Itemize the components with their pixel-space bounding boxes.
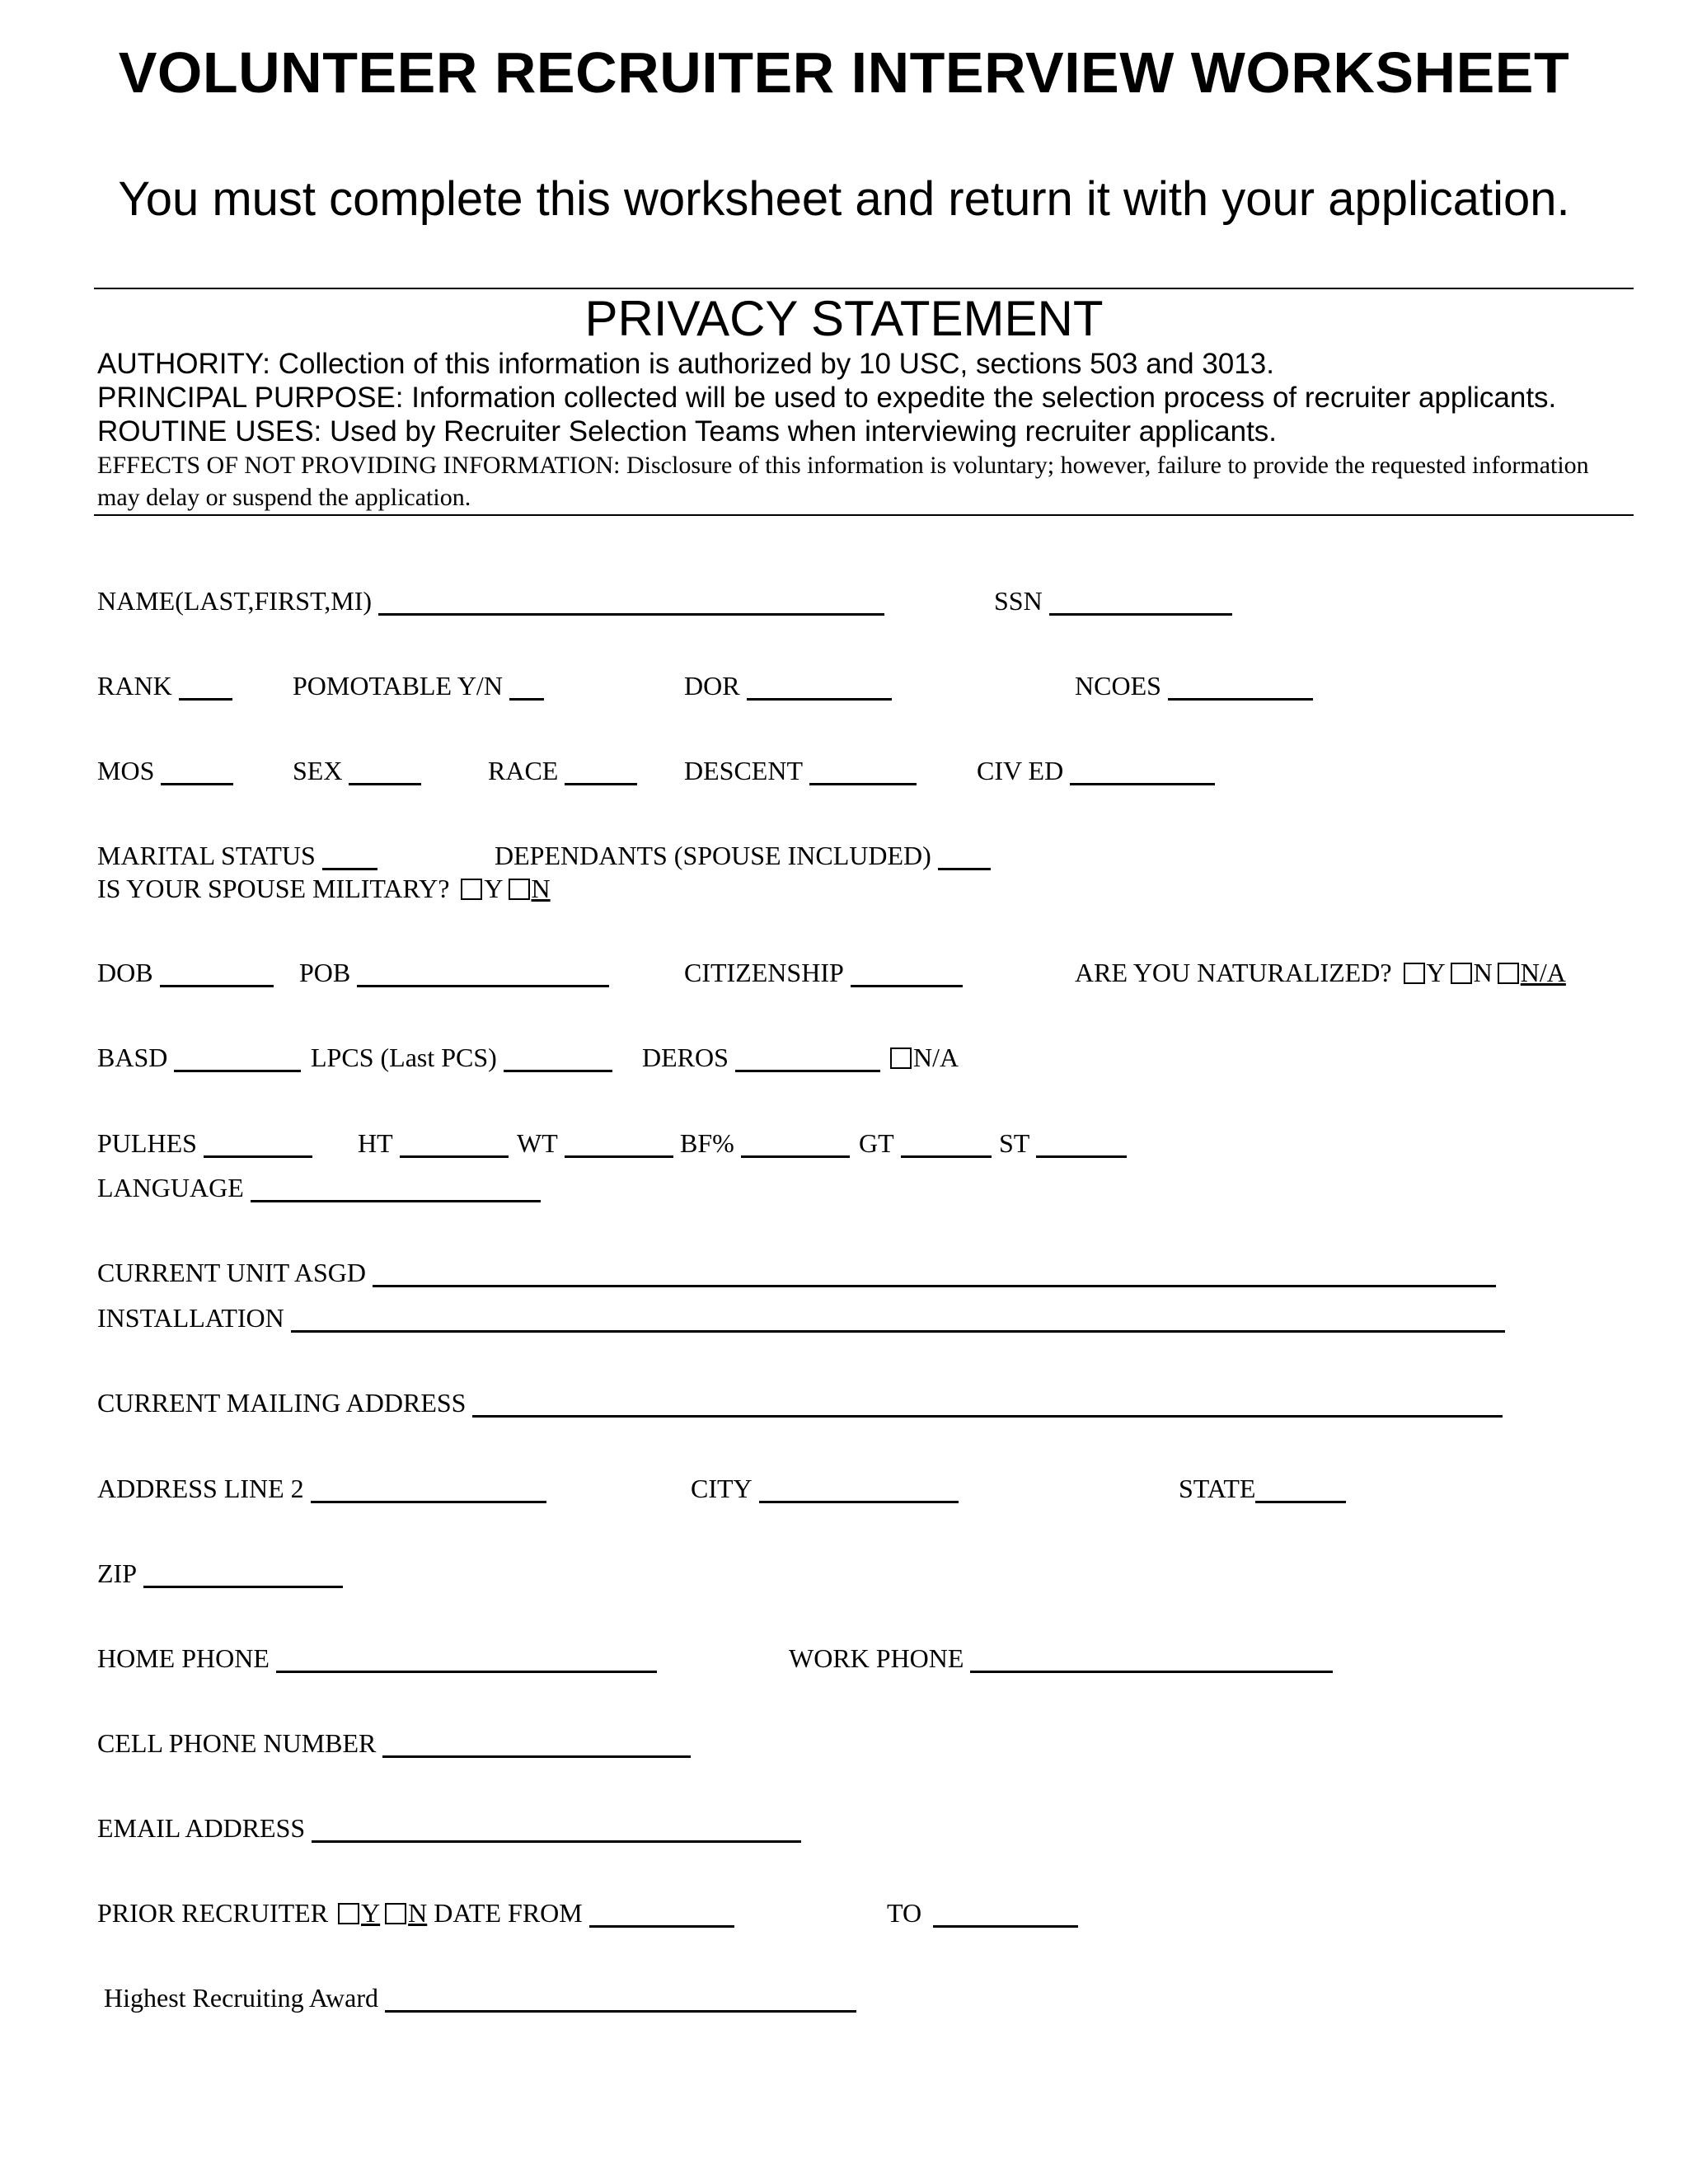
state-input[interactable] [1255,1476,1346,1503]
basd-input[interactable] [174,1045,301,1072]
gt-input[interactable] [901,1131,992,1158]
ht-input[interactable] [400,1131,509,1158]
ncoes-label: NCOES [1075,671,1161,701]
to-input[interactable] [933,1900,1078,1928]
field-dependants [495,841,991,870]
ssn-input[interactable] [1049,588,1232,616]
zip-label: ZIP [97,1558,137,1588]
prior-recruiter-no-label: N [408,1898,428,1928]
field-ssn [994,586,1232,616]
field-dor [684,671,892,701]
language-input[interactable] [251,1175,541,1202]
field-highest-award [104,1983,856,2013]
deros-input[interactable] [735,1045,880,1072]
marital-status-input[interactable] [322,843,377,870]
prior-recruiter-yes-label: Y [361,1898,381,1928]
privacy-top-rule [94,288,1634,289]
sex-input[interactable] [349,758,421,785]
field-name [97,586,884,616]
naturalized-label: ARE YOU NATURALIZED? [1075,958,1392,987]
field-cell-phone [97,1728,691,1758]
sex-label: SEX [293,756,343,785]
field-city [691,1474,959,1503]
field-ncoes [1075,671,1313,701]
deros-label: DEROS [642,1043,729,1072]
highest-award-input[interactable] [385,1985,856,2013]
field-bf [680,1128,850,1158]
date-from-input[interactable] [589,1900,734,1928]
spouse-military-no-checkbox[interactable] [509,879,530,900]
descent-label: DESCENT [684,756,803,785]
field-promotable [293,671,544,701]
cell-phone-label: CELL PHONE NUMBER [97,1728,377,1758]
field-home-phone [97,1643,657,1673]
race-input[interactable] [565,758,637,785]
basd-label: BASD [97,1043,168,1072]
mos-input[interactable] [161,758,233,785]
work-phone-input[interactable] [970,1646,1333,1673]
address-line2-input[interactable] [311,1476,546,1503]
field-language [97,1173,541,1202]
home-phone-input[interactable] [276,1646,657,1673]
ncoes-input[interactable] [1168,673,1313,701]
privacy-routine-uses: ROUTINE USES: Used by Recruiter Selection Teams when interviewing recruiter applicants. [97,415,1278,448]
field-to [887,1898,1078,1928]
field-pob [299,958,609,987]
mos-label: MOS [97,756,155,785]
civ-ed-input[interactable] [1070,758,1215,785]
highest-award-label: Highest Recruiting Award [104,1983,378,2013]
marital-status-label: MARITAL STATUS [97,841,316,870]
privacy-principal-purpose: PRINCIPAL PURPOSE: Information collected will be used to expedite the selection process of recruiter applicants. [97,382,1557,414]
naturalized-yes-checkbox[interactable] [1404,963,1425,984]
naturalized-yes-label: Y [1426,958,1446,987]
email-input[interactable] [312,1816,801,1843]
naturalized-no-label: N [1473,958,1493,987]
page-subtitle: You must complete this worksheet and return it with your application. [118,172,1570,226]
field-address-line2 [97,1474,546,1503]
mailing-address-label: CURRENT MAILING ADDRESS [97,1388,467,1418]
field-ht [358,1128,509,1158]
privacy-heading: PRIVACY STATEMENT [584,291,1104,346]
st-input[interactable] [1036,1131,1127,1158]
field-lpcs [311,1043,612,1072]
field-dob [97,958,274,987]
field-rank [97,671,232,701]
race-label: RACE [488,756,559,785]
installation-label: INSTALLATION [97,1303,284,1333]
field-citizenship [684,958,963,987]
citizenship-input[interactable] [851,960,963,987]
naturalized-na-label: N/A [1520,958,1566,987]
pulhes-label: PULHES [97,1128,197,1158]
civ-ed-label: CIV ED [977,756,1064,785]
dob-input[interactable] [160,960,274,987]
zip-input[interactable] [143,1561,343,1588]
field-sex [293,756,421,785]
dependants-label: DEPENDANTS (SPOUSE INCLUDED) [495,841,931,870]
promotable-label: POMOTABLE Y/N [293,671,503,701]
name-label: NAME(LAST,FIRST,MI) [97,586,373,616]
to-label: TO [887,1898,922,1928]
bf-label: BF% [680,1128,734,1158]
field-descent [684,756,917,785]
prior-recruiter-label: PRIOR RECRUITER [97,1898,329,1928]
field-installation [97,1303,1505,1333]
address-line2-label: ADDRESS LINE 2 [97,1474,304,1503]
dependants-input[interactable] [938,843,991,870]
pulhes-input[interactable] [204,1131,312,1158]
prior-recruiter-yes-checkbox[interactable] [338,1903,359,1924]
prior-recruiter-no-checkbox[interactable] [385,1903,406,1924]
wt-label: WT [517,1128,558,1158]
privacy-bottom-rule [94,514,1634,516]
language-label: LANGUAGE [97,1173,244,1202]
field-spouse-military [97,874,551,903]
field-st [999,1128,1127,1158]
bf-input[interactable] [741,1131,850,1158]
field-state [1179,1474,1346,1503]
descent-input[interactable] [809,758,917,785]
field-prior-recruiter [97,1898,734,1928]
dob-label: DOB [97,958,153,987]
deros-na-checkbox[interactable] [890,1047,912,1069]
field-work-phone [789,1643,1333,1673]
dor-label: DOR [684,671,740,701]
naturalized-no-checkbox[interactable] [1451,963,1472,984]
field-email [97,1813,801,1843]
field-naturalized [1075,958,1566,987]
cell-phone-input[interactable] [382,1731,691,1758]
privacy-effects: EFFECTS OF NOT PROVIDING INFORMATION: Disclosure of this information is voluntary; however, failure to provide the requested information may delay or suspend the application. [97,452,1589,511]
field-deros-na [885,1043,959,1072]
dor-input[interactable] [747,673,892,701]
field-wt [517,1128,673,1158]
ssn-label: SSN [994,586,1043,616]
spouse-military-yes-label: Y [484,874,504,903]
privacy-authority: AUTHORITY: Collection of this information is authorized by 10 USC, sections 503 and 3013. [97,348,1274,380]
work-phone-label: WORK PHONE [789,1643,964,1673]
field-mos [97,756,233,785]
state-label: STATE [1179,1474,1256,1503]
citizenship-label: CITIZENSHIP [684,958,844,987]
field-race [488,756,637,785]
mailing-address-input[interactable] [472,1390,1503,1418]
field-basd [97,1043,301,1072]
deros-na-label: N/A [913,1043,959,1072]
field-mailing-address [97,1388,1503,1418]
page-title: VOLUNTEER RECRUITER INTERVIEW WORKSHEET [118,40,1570,105]
installation-input[interactable] [291,1305,1505,1333]
lpcs-label: LPCS (Last PCS) [311,1043,497,1072]
pob-input[interactable] [357,960,609,987]
rank-label: RANK [97,671,172,701]
wt-input[interactable] [565,1131,673,1158]
field-civ-ed [977,756,1215,785]
home-phone-label: HOME PHONE [97,1643,270,1673]
date-from-label: DATE FROM [434,1898,583,1928]
ht-label: HT [358,1128,393,1158]
pob-label: POB [299,958,351,987]
city-label: CITY [691,1474,753,1503]
field-zip [97,1558,343,1588]
field-marital-status [97,841,377,870]
spouse-military-label: IS YOUR SPOUSE MILITARY? [97,874,450,903]
gt-label: GT [859,1128,894,1158]
field-gt [859,1128,992,1158]
rank-input[interactable] [179,673,232,701]
promotable-input[interactable] [509,673,544,701]
city-input[interactable] [759,1476,959,1503]
st-label: ST [999,1128,1030,1158]
spouse-military-no-label: N [531,874,551,903]
spouse-military-yes-checkbox[interactable] [461,879,482,900]
name-input[interactable] [378,588,884,616]
field-current-unit [97,1258,1496,1287]
current-unit-input[interactable] [373,1260,1496,1287]
current-unit-label: CURRENT UNIT ASGD [97,1258,366,1287]
field-deros [642,1043,880,1072]
field-pulhes [97,1128,312,1158]
naturalized-na-checkbox[interactable] [1498,963,1519,984]
email-label: EMAIL ADDRESS [97,1813,306,1843]
lpcs-input[interactable] [504,1045,612,1072]
